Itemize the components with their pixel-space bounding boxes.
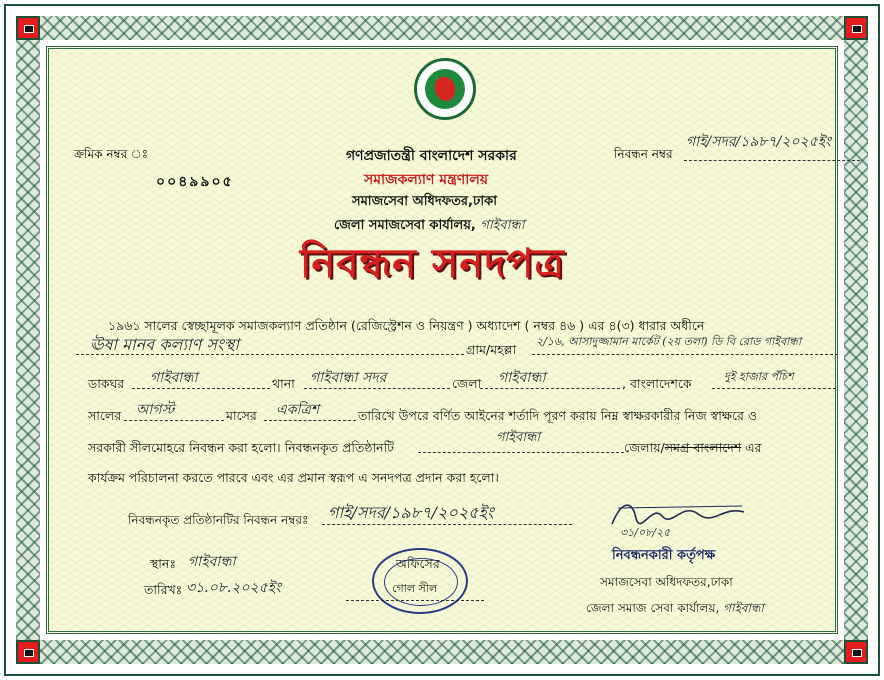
- signature-date: ৩১/০৮/২৫: [620, 526, 671, 539]
- serial-number: ০০৪৯৯০৫: [156, 174, 234, 190]
- post-value: গাইবান্ধা: [150, 370, 198, 386]
- district-office-label: জেলা সমাজসেবা কার্যালয়,: [334, 218, 476, 233]
- area-label: [624, 440, 762, 460]
- seal-line: [346, 600, 484, 601]
- year-line: [712, 388, 836, 389]
- reg-no2-value: গাই/সদর/১৯৮৭/২০২৫ইং: [328, 503, 494, 522]
- district-office-hand: গাইবান্ধা: [480, 218, 525, 233]
- corner-ornament-icon: [844, 640, 868, 664]
- ministry-heading: সমাজকল্যাণ মন্ত্রণালয়: [364, 172, 488, 188]
- village-label: গ্রাম/মহল্লা: [466, 342, 517, 357]
- area-line: [418, 452, 624, 453]
- area-label-c: এর: [741, 440, 762, 455]
- thana-value: গাইবান্ধা সদর: [310, 370, 387, 386]
- reg-no2-label: নিবন্ধনকৃত প্রতিষ্ঠানটির নিবন্ধন নম্বরঃ: [128, 513, 309, 527]
- corner-ornament-icon: [844, 16, 868, 40]
- month-value: আগস্ট: [136, 402, 175, 418]
- date-value: একত্রিশ: [276, 402, 320, 418]
- district-label: জেলা: [452, 376, 482, 391]
- border-band-left: [16, 40, 40, 640]
- certificate-title: নিবন্ধন সনদপত্র: [300, 241, 565, 287]
- date2-label: তারিখঃ: [144, 582, 183, 597]
- last-line-text: কার্যক্রম পরিচালনা করতে পারবে এবং এর প্রমান স্বরূপ এ সনদপত্র প্রদান করা হলো।: [88, 470, 499, 485]
- authority-department: সমাজসেবা অধিদফতর,ঢাকা: [600, 575, 733, 589]
- authority-label: নিবন্ধনকারী কর্তৃপক্ষ: [612, 548, 716, 563]
- govt-heading: গণপ্রজাতন্ত্রী বাংলাদেশ সরকার: [346, 148, 517, 164]
- place-value: গাইবান্ধা: [188, 554, 236, 570]
- area-value: গাইবান্ধা: [496, 430, 541, 445]
- area-label-a: জেলায়/: [624, 440, 665, 455]
- authority-office: [586, 600, 764, 620]
- seal-map-icon: [435, 77, 455, 101]
- village-line: [532, 354, 838, 355]
- post-label: ডাকঘর: [88, 376, 125, 391]
- thana-label: থানা: [272, 376, 295, 391]
- reg-no-label: নিবন্ধন নম্বর: [614, 147, 673, 161]
- border-band-top: [40, 16, 844, 40]
- date-label: তারিখে উপরে বর্ণিত আইনের শর্তাদি পূরণ করায় নিম্ন স্বাক্ষরকারীর নিজ স্বাক্ষরে ও: [358, 408, 758, 423]
- office-label: অফিসের: [396, 556, 440, 571]
- border-band-right: [844, 40, 868, 640]
- place-label: স্থানঃ: [150, 556, 177, 571]
- corner-ornament-icon: [16, 16, 40, 40]
- department-heading: সমাজসেবা অধিদফতর,ঢাকা: [352, 194, 497, 209]
- month-label: মাসের: [226, 408, 257, 423]
- date2-value: ৩১.০৮.২০২৫ইং: [186, 580, 281, 596]
- serial-label: ক্রমিক নম্বর ঃ: [74, 147, 149, 161]
- area-label-b: সমগ্র বাংলাদেশ: [664, 440, 742, 455]
- seal-line-text: সরকারী সীলমোহরে নিবন্ধন করা হলো। নিবন্ধনকৃত প্রতিষ্ঠানটি: [88, 440, 394, 455]
- bangladesh-label: , বাংলাদেশকে: [622, 376, 692, 391]
- government-seal-icon: [414, 58, 476, 120]
- year-label: সালের: [88, 408, 122, 423]
- village-value: ২/১৬, আসাদুজ্জামান মার্কেট (২য় তলা) ডি বি রোড গাইবান্ধা: [536, 335, 802, 348]
- reg-no-value: গাই/সদর/১৯৮৭/২০২৫ইং: [686, 134, 832, 150]
- district-value: গাইবান্ধা: [498, 370, 546, 386]
- reg-no-line: [684, 160, 860, 161]
- authority-office-hand: গাইবান্ধা: [723, 601, 764, 615]
- seal-green-disc: [425, 69, 465, 109]
- border-band-bottom: [40, 640, 844, 664]
- ordinance-line: ১৯৬১ সালের স্বেচ্ছামূলক সমাজকল্যাণ প্রতিষ্ঠান (রেজিস্ট্রেশন ও নিয়ন্ত্রণ ) অধ্যাদেশ ( নম্বর ৪৬ ) এর ৪(৩) ধারার অধীনে: [108, 318, 705, 333]
- authority-office-label: জেলা সমাজ সেবা কার্যালয়,: [586, 601, 720, 615]
- corner-ornament-icon: [16, 640, 40, 664]
- org-name-value: ঊষা মানব কল্যাণ সংস্থা: [90, 335, 240, 354]
- seal-label: গোল সীল: [392, 582, 438, 595]
- year-value: দুই হাজার পঁচিশ: [724, 370, 794, 383]
